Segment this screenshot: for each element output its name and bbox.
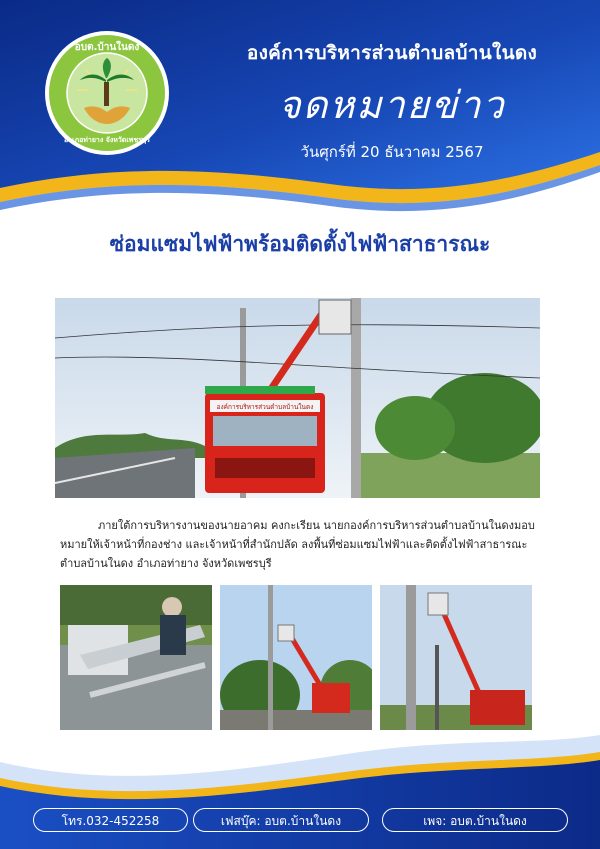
logo-text-bottom: อำเภอท่ายาง จังหวัดเพชรบุรี — [63, 136, 151, 144]
issue-date: วันศุกร์ที่ 20 ธันวาคม 2567 — [300, 143, 484, 161]
newsletter-title: จดหมายข่าว — [278, 83, 506, 127]
footer-phone: โทร.032-452258 — [33, 808, 188, 832]
main-photo-bucket-truck — [55, 298, 540, 498]
photo-crane-lift-sky — [220, 585, 372, 730]
photo-truck-bed-poles — [60, 585, 212, 730]
photo-pole-bucket — [380, 585, 532, 730]
article-headline: ซ่อมแซมไฟฟ้าพร้อมติดตั้งไฟฟ้าสาธารณะ — [109, 232, 491, 256]
footer-page-link[interactable]: เพจ: อบต.บ้านในดง — [382, 808, 568, 832]
article-body: ภายใต้การบริหารงานของนายอาคม คงกะเรียน นายกองค์การบริหารส่วนตำบลบ้านในดงมอบหมายให้เจ้าหน้าที่กองช่าง และเจ้าหน้าที่สำนักปลัด ลงพื้นที่ซ่อมแซมไฟฟ้าและติดตั้งไฟฟ้าสาธารณะ ตำบลบ้านในดง อำเภอท่ายาง จังหวัดเพชรบุรี — [60, 519, 535, 570]
organization-logo — [44, 30, 170, 156]
organization-name: องค์การบริหารส่วนตำบลบ้านในดง — [246, 42, 538, 64]
logo-text-top: อบต.บ้านในดง — [74, 42, 140, 53]
footer-facebook-link[interactable]: เฟสบุ๊ค: อบต.บ้านในดง — [193, 808, 369, 832]
truck-sign-text: องค์การบริหารส่วนตำบลบ้านในดง — [216, 403, 314, 411]
